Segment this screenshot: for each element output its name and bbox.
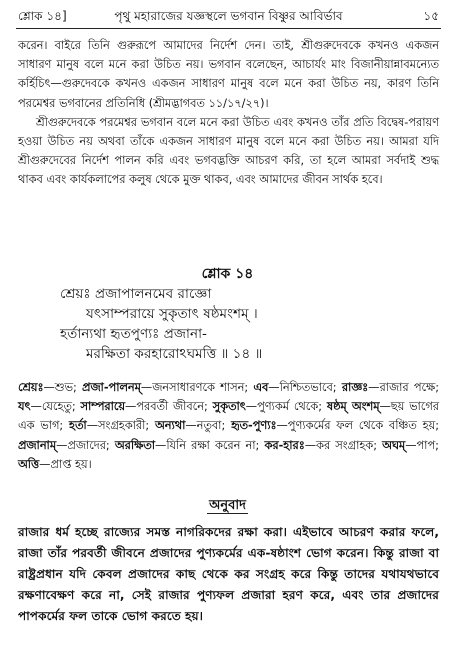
synonym-word: হৃত-পুণ্যঃ xyxy=(231,419,277,433)
synonym-word: অন্যথা xyxy=(154,419,186,433)
synonym-word: রাজ্ঞঃ xyxy=(341,381,369,394)
synonym-word: কর-হারঃ xyxy=(264,438,305,452)
synonym-meaning: পাপ xyxy=(416,438,436,452)
synonym-meaning: সংগ্রহকারী xyxy=(98,419,146,433)
purport-section xyxy=(18,36,439,190)
synonym-meaning: যেহেতু xyxy=(41,400,72,414)
purport-paragraph-1: করেন। বাইরে তিনি গুরুরূপে আমাদের নির্দেশ দেন। তাই, শ্রীগুরুদেবকে কখনও একজন সাধারণ মানুষ বলে মনে করা উচিত নয়। ভগবান বলেছেন, আচার্যং মাং বিজানীয়ান্নাবমন্যেত কর্হিচিৎ—গুরুদেবকে কখনও একজন সাধারণ মানুষ বলে মনে করা উচিত নয়, কারণ তিনি পরমেশ্বর ভগবানের প্রতিনিধি (শ্রীমদ্ভাগবত ১১/১৭/২৭)। xyxy=(18,39,439,110)
synonym-word: শ্রেয়ঃ xyxy=(18,381,44,394)
verse-line: মরক্ষিতা করহারোঽঘমত্তি ॥ ১৪ ॥ xyxy=(86,346,263,362)
chapter-title: পৃথু মহারাজের যজ্ঞস্থলে ভগবান বিষ্ণুর আবির্ভাব xyxy=(114,9,343,23)
synonym-word: সাম্পরায়ে xyxy=(80,400,126,414)
synonym-meaning: পুণ্যকর্মের ফল থেকে বঞ্চিত হয় xyxy=(287,419,436,433)
header-rule xyxy=(16,28,441,29)
translation-title: অনুবাদ xyxy=(209,498,246,513)
verse-line: শ্রেয়ঃ প্রজাপালনমেব রাজ্ঞো xyxy=(60,286,212,302)
synonym-meaning: পুণ্যকর্ম থেকে xyxy=(257,400,319,414)
synonym-meaning: যিনি রক্ষা করেন না xyxy=(166,438,256,452)
purport-paragraph-2: শ্রীগুরুদেবকে পরমেশ্বর ভগবান বলে মনে করা উচিত এবং কখনও তাঁর প্রতি বিদ্বেষ-পরায়ণ হওয়া উচিত নয় অথবা তাঁকে একজন সাধারণ মানুষ বলে মনে করা উচিত নয়। আমরা যদি শ্রীগুরুদেবের নির্দেশ পালন করি এবং ভগবদ্ভক্তি আচরণ করি, তা হলে আমরা সর্বদাই শুদ্ধ থাকব এবং কার্যকলাপের কলুষ থেকে মুক্ত থাকব, এবং আমাদের জীবন সার্থক হবে। xyxy=(18,115,439,187)
synonym-meaning: নিশ্চিতভাবে xyxy=(279,381,333,394)
synonym-word: হর্তা xyxy=(69,419,87,433)
synonym-meaning: কর সংগ্রাহক xyxy=(316,438,374,452)
synonym-meaning: নতুবা xyxy=(196,419,222,433)
synonym-word: এব xyxy=(253,381,269,394)
verse-line: যৎসাম্পরায়ে সুকৃতাৎ ষষ্ঠমংশম্ । xyxy=(86,306,258,322)
verse-reference: শ্লোক ১৪] xyxy=(18,9,67,23)
translation-text: রাজার ধর্ম হচ্ছে রাজ্যের সমস্ত নাগরিকদের রক্ষা করা। এইভাবে আচরণ করার ফলে, রাজা তাঁর পরবর্তী জীবনে প্রজাদের পুণ্যকর্মের এক-ষষ্ঠাংশ ভোগ করেন। কিন্তু রাজা বা রাষ্ট্রপ্রধান যদি কেবল প্রজাদের কাছ থেকে কর সংগ্রহ করে কিন্তু তাদের যথাযথভাবে রক্ষণাবেক্ষণ করে না, সেই রাজার পুণ্যফল প্রজারা হরণ করে, এবং তার প্রজাদের পাপকর্মের ফল তাকে ভোগ করতে হয়। xyxy=(18,525,439,623)
page-number: ১৫ xyxy=(423,9,439,23)
synonym-word: ষষ্ঠম্ অংশম্ xyxy=(326,400,380,414)
synonym-meaning: প্রজাদের xyxy=(67,438,106,452)
synonym-meaning: শুভ xyxy=(54,381,73,394)
synonym-word: প্রজা-পালনম্ xyxy=(82,381,141,394)
verse-title: শ্লোক ১৪ xyxy=(201,266,254,282)
synonym-meaning: ছয় ভাগের এক ভাগ xyxy=(18,400,439,433)
running-header xyxy=(18,6,439,26)
verse-line: হর্তান্যথা হৃতপুণ্যঃ প্রজানা- xyxy=(60,326,207,342)
synonym-word: অঘম্ xyxy=(382,438,406,452)
synonym-meaning: পরবর্তী জীবনে xyxy=(136,400,204,414)
synonym-meaning: প্রাপ্ত হয় xyxy=(50,457,88,471)
word-synonyms: শ্রেয়ঃ—শুভ; প্রজা-পালনম্—জনসাধারণকে শাসন; এব—নিশ্চিতভাবে; রাজ্ঞঃ—রাজার পক্ষে; যৎ—যেহেতু; সাম্পরায়ে—পরবর্তী জীবনে; সুকৃতাৎ—পুণ্যকর্ম থেকে; ষষ্ঠম্ অংশম্—ছয় ভাগের এক ভাগ; হর্তা—সংগ্রহকারী; অন্যথা—নতুবা; হৃত-পুণ্যঃ—পুণ্যকর্মের ফল থেকে বঞ্চিত হয়; প্রজানাম্—প্রজাদের; অরক্ষিতা—যিনি রক্ষা করেন না; কর-হারঃ—কর সংগ্রাহক; অঘম্—পাপ; অত্তি—প্রাপ্ত হয়। xyxy=(18,381,439,471)
synonym-word: অত্তি xyxy=(18,457,40,471)
synonym-meaning: রাজার পক্ষে xyxy=(379,381,436,394)
synonym-meaning: জনসাধারণকে শাসন xyxy=(152,381,245,394)
synonym-word: প্রজানাম্ xyxy=(18,438,57,452)
synonym-word: সুকৃতাৎ xyxy=(212,400,246,414)
synonym-word: যৎ xyxy=(18,400,31,414)
sanskrit-verse xyxy=(60,284,415,364)
synonym-word: অরক্ষিতা xyxy=(114,438,156,452)
